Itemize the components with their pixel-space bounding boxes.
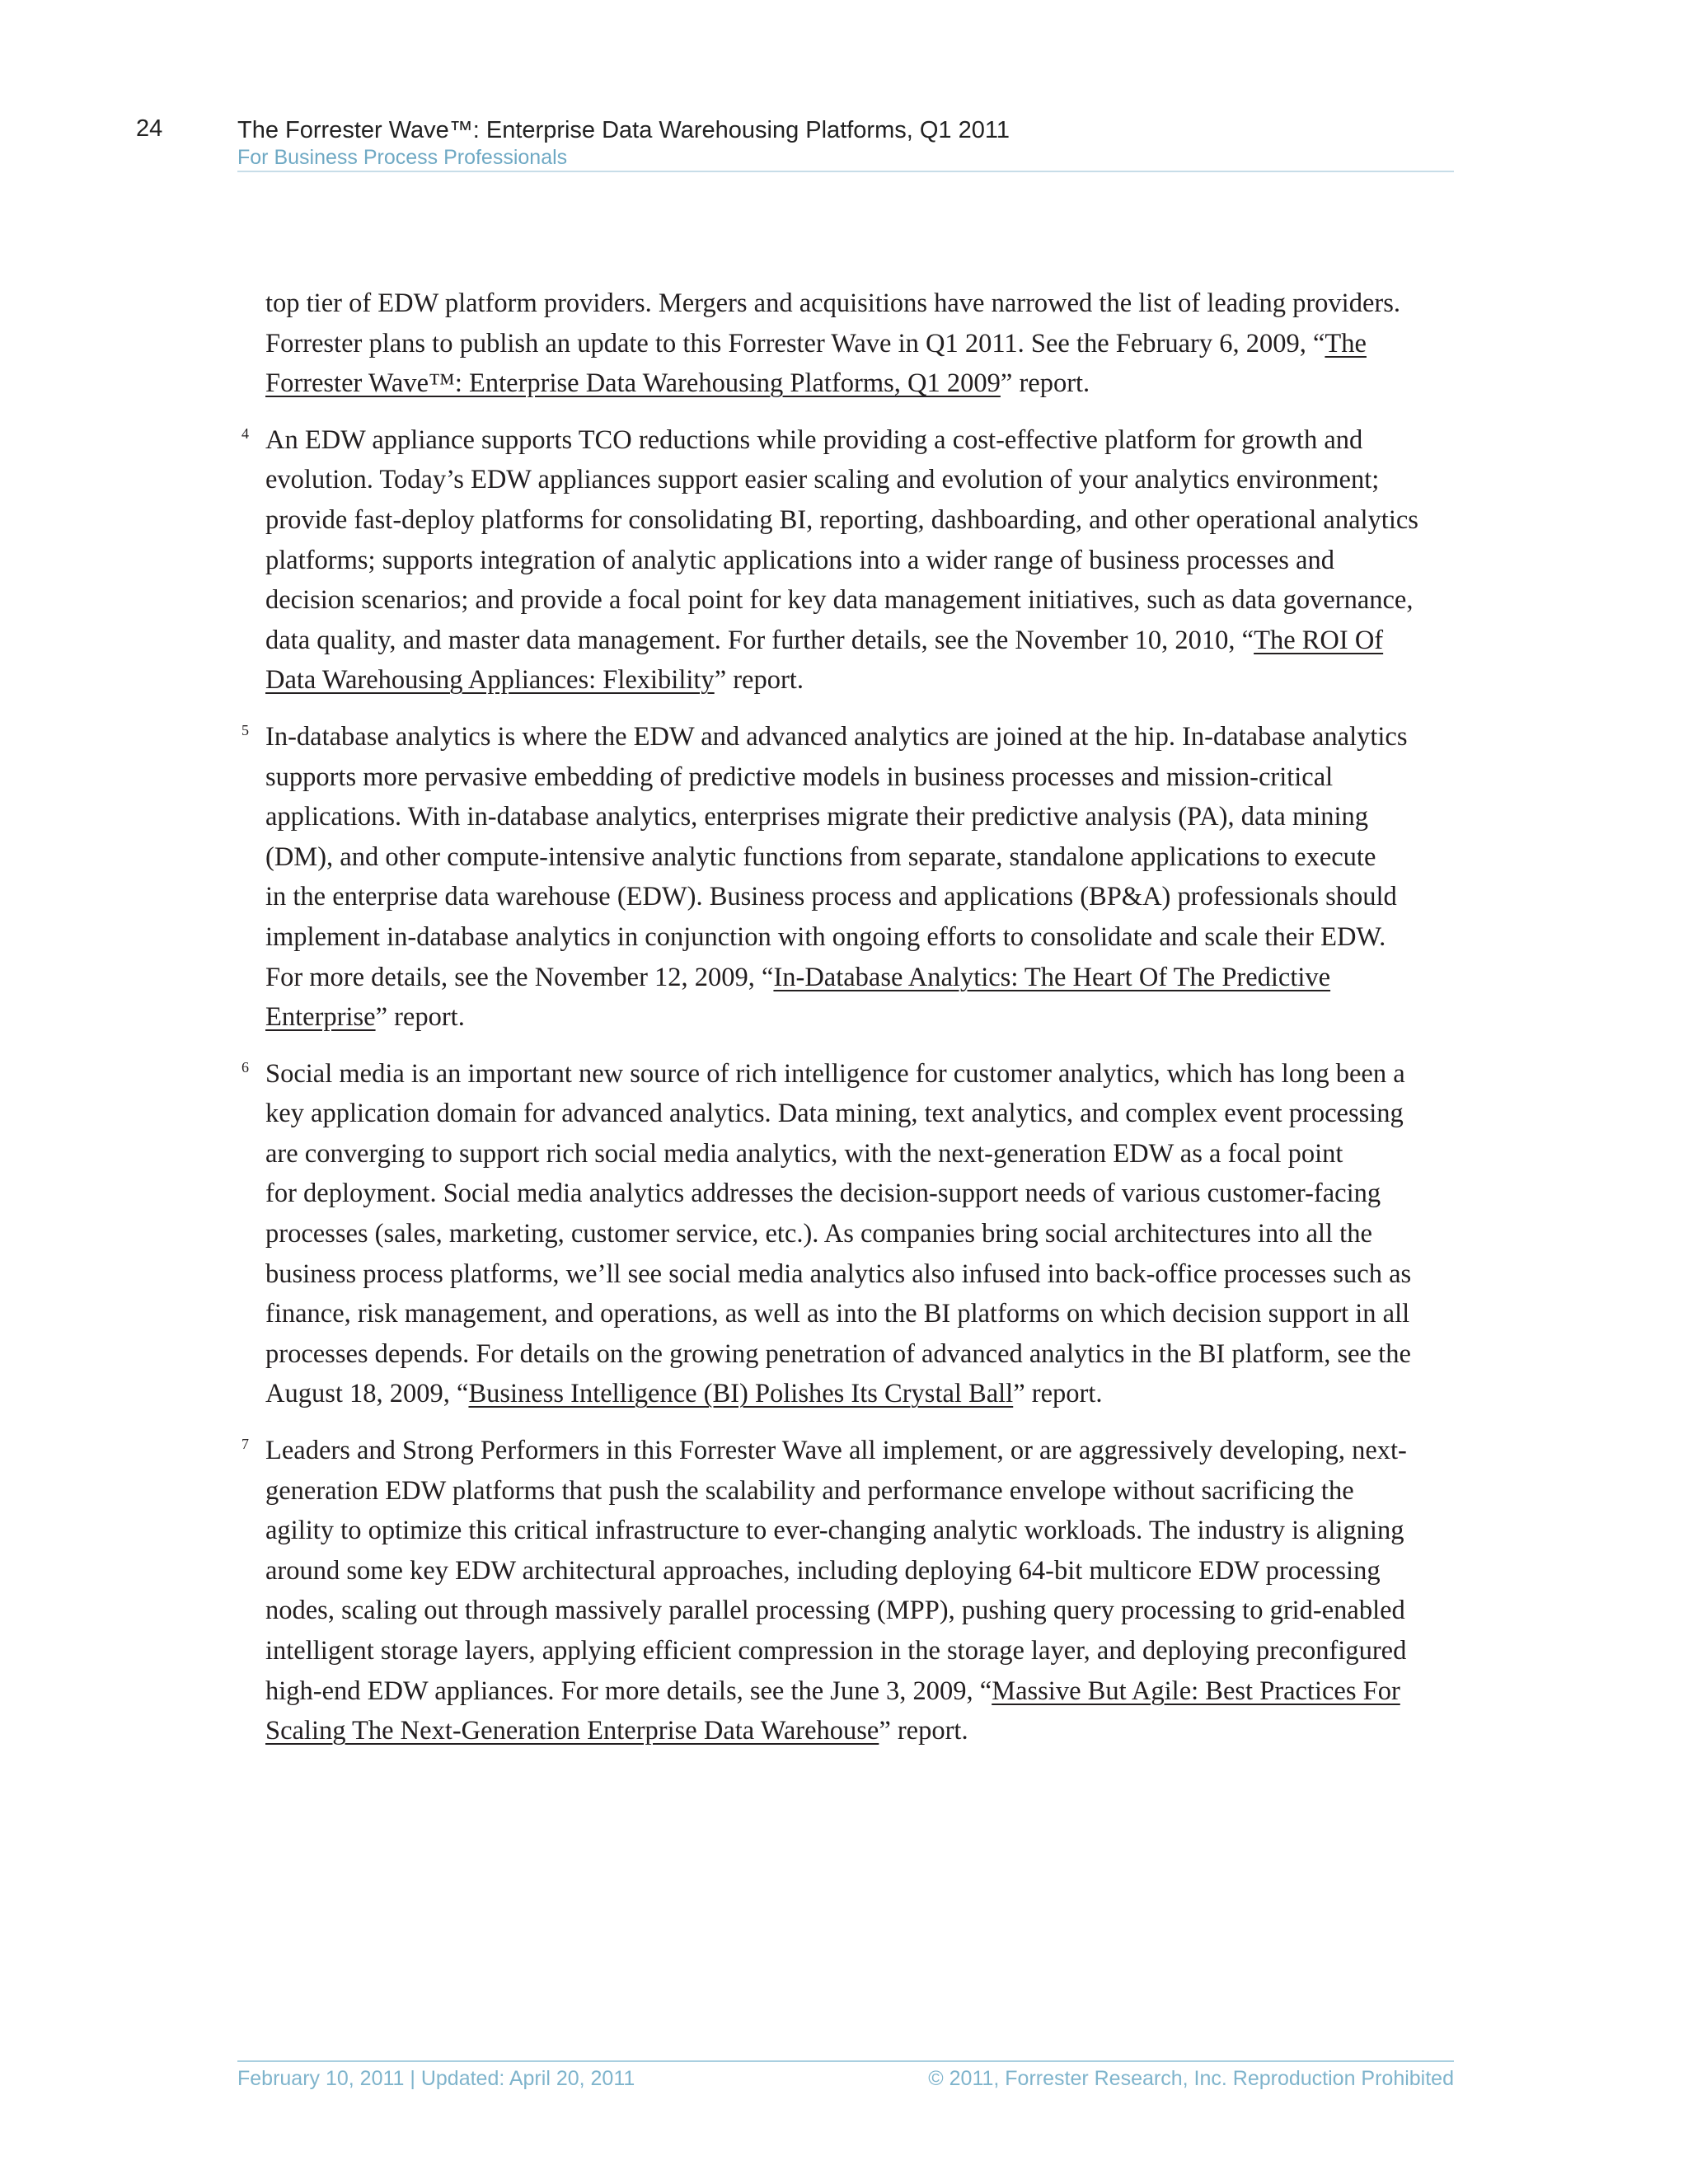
endnote-6 bbox=[241, 1054, 1456, 1414]
text-line bbox=[265, 324, 1456, 364]
text-segment: ” report. bbox=[879, 1716, 968, 1746]
report-link-massive-but-agile-cont[interactable]: Scaling The Next-Generation Enterprise Data Warehouse bbox=[265, 1716, 879, 1746]
page-number: 24 bbox=[136, 115, 163, 142]
endnote-number: 7 bbox=[241, 1436, 249, 1453]
page-header bbox=[237, 115, 1454, 170]
text-segment: ” report. bbox=[714, 665, 804, 696]
text-line bbox=[265, 1711, 1456, 1751]
text-line: implement in-database analytics in conjunction with ongoing efforts to consolidate and scale their EDW. bbox=[265, 921, 1386, 952]
text-line: platforms; supports integration of analytic applications into a wider range of business processes and bbox=[265, 545, 1334, 575]
text-line bbox=[265, 363, 1456, 404]
footer-date: February 10, 2011 | Updated: April 20, 2011 bbox=[237, 2067, 635, 2090]
text-line bbox=[265, 1374, 1456, 1414]
text-line bbox=[265, 958, 1456, 998]
text-line: key application domain for advanced analytics. Data mining, text analytics, and complex event processing bbox=[265, 1099, 1404, 1129]
endnote-5 bbox=[241, 717, 1456, 1038]
text-segment: August 18, 2009, “ bbox=[265, 1379, 469, 1409]
report-link-forrester-wave-2009-cont[interactable]: Forrester Wave™: Enterprise Data Warehousing Platforms, Q1 2009 bbox=[265, 368, 1001, 399]
report-link-massive-but-agile[interactable]: Massive But Agile: Best Practices For bbox=[992, 1675, 1400, 1706]
endnotes bbox=[241, 284, 1456, 1768]
text-line bbox=[265, 997, 1456, 1038]
text-line bbox=[265, 1671, 1456, 1712]
text-line: nodes, scaling out through massively parallel processing (MPP), pushing query processing to grid-enabled bbox=[265, 1596, 1405, 1626]
header-divider bbox=[237, 171, 1454, 172]
text-line: business process platforms, we’ll see social media analytics also infused into back-office processes such as bbox=[265, 1258, 1412, 1289]
text-line: Leaders and Strong Performers in this Forrester Wave all implement, or are aggressively developing, next- bbox=[265, 1436, 1407, 1466]
text-line bbox=[265, 660, 1456, 701]
text-line: (DM), and other compute-intensive analytic functions from separate, standalone applications to execute bbox=[265, 841, 1376, 872]
text-line: supports more pervasive embedding of predictive models in business processes and mission-critical bbox=[265, 762, 1334, 792]
text-line: for deployment. Social media analytics addresses the decision-support needs of various customer-facing bbox=[265, 1179, 1381, 1209]
text-line: intelligent storage layers, applying efficient compression in the storage layer, and deploying preconfigured bbox=[265, 1636, 1407, 1666]
text-line: are converging to support rich social media analytics, with the next-generation EDW as a focal point bbox=[265, 1138, 1343, 1169]
text-line: around some key EDW architectural approaches, including deploying 64-bit multicore EDW processing bbox=[265, 1555, 1381, 1586]
text-line: processes depends. For details on the growing penetration of advanced analytics in the BI platform, see the bbox=[265, 1338, 1411, 1369]
text-line: top tier of EDW platform providers. Mergers and acquisitions have narrowed the list of leading providers. bbox=[265, 288, 1400, 318]
text-line: evolution. Today’s EDW appliances support easier scaling and evolution of your analytics environment; bbox=[265, 465, 1380, 495]
report-link-in-database-analytics[interactable]: In-Database Analytics: The Heart Of The Predictive bbox=[773, 962, 1331, 992]
text-line: Social media is an important new source of rich intelligence for customer analytics, which has long been a bbox=[265, 1058, 1405, 1089]
endnote-number: 4 bbox=[241, 424, 249, 442]
text-line: agility to optimize this critical infrastructure to ever-changing analytic workloads. The industry is aligning bbox=[265, 1516, 1404, 1546]
report-audience: For Business Process Professionals bbox=[237, 146, 568, 169]
endnote-7 bbox=[241, 1431, 1456, 1751]
endnote-number: 5 bbox=[241, 721, 249, 738]
text-line: generation EDW platforms that push the scalability and performance envelope without sacrificing the bbox=[265, 1475, 1354, 1506]
report-link-forrester-wave-2009[interactable]: The bbox=[1325, 328, 1367, 359]
endnote-4 bbox=[241, 420, 1456, 701]
text-line: An EDW appliance supports TCO reductions while providing a cost-effective platform for growth and bbox=[265, 424, 1363, 455]
text-line bbox=[265, 621, 1456, 661]
text-line: In-database analytics is where the EDW and advanced analytics are joined at the hip. In-database analytics bbox=[265, 721, 1408, 752]
footer-copyright: © 2011, Forrester Research, Inc. Reproduction Prohibited bbox=[928, 2067, 1454, 2090]
report-title: The Forrester Wave™: Enterprise Data Warehousing Platforms, Q1 2011 bbox=[237, 117, 1010, 143]
text-line: decision scenarios; and provide a focal point for key data management initiatives, such as data governance, bbox=[265, 585, 1414, 616]
report-link-bi-crystal-ball[interactable]: Business Intelligence (BI) Polishes Its Crystal Ball bbox=[468, 1379, 1014, 1409]
text-segment: ” report. bbox=[375, 1002, 465, 1033]
text-line: finance, risk management, and operations, as well as into the BI platforms on which decision support in all bbox=[265, 1299, 1410, 1329]
report-link-roi-appliances[interactable]: The ROI Of bbox=[1254, 625, 1384, 655]
text-line: provide fast-deploy platforms for consolidating BI, reporting, dashboarding, and other operational analytics bbox=[265, 504, 1418, 535]
text-line: in the enterprise data warehouse (EDW). Business process and applications (BP&A) professionals should bbox=[265, 882, 1397, 912]
text-segment: ” report. bbox=[1013, 1379, 1103, 1409]
text-segment: For more details, see the November 12, 2009, “ bbox=[265, 962, 774, 992]
text-segment: Forrester plans to publish an update to this Forrester Wave in Q1 2011. See the February 6, 2009, “ bbox=[265, 328, 1325, 359]
text-line: processes (sales, marketing, customer service, etc.). As companies bring social architectures into all the bbox=[265, 1219, 1372, 1249]
text-segment: high-end EDW appliances. For more details, see the June 3, 2009, “ bbox=[265, 1675, 992, 1706]
text-segment: data quality, and master data management. For further details, see the November 10, 2010, “ bbox=[265, 625, 1254, 655]
footer-divider bbox=[237, 2060, 1454, 2062]
text-line: applications. With in-database analytics, enterprises migrate their predictive analysis (PA), data mining bbox=[265, 802, 1369, 832]
text-segment: ” report. bbox=[1000, 368, 1090, 399]
endnote-3-continuation bbox=[265, 284, 1456, 404]
report-link-roi-appliances-cont[interactable]: Data Warehousing Appliances: Flexibility bbox=[265, 665, 715, 696]
report-link-in-database-analytics-cont[interactable]: Enterprise bbox=[265, 1002, 376, 1033]
endnote-number: 6 bbox=[241, 1058, 249, 1076]
